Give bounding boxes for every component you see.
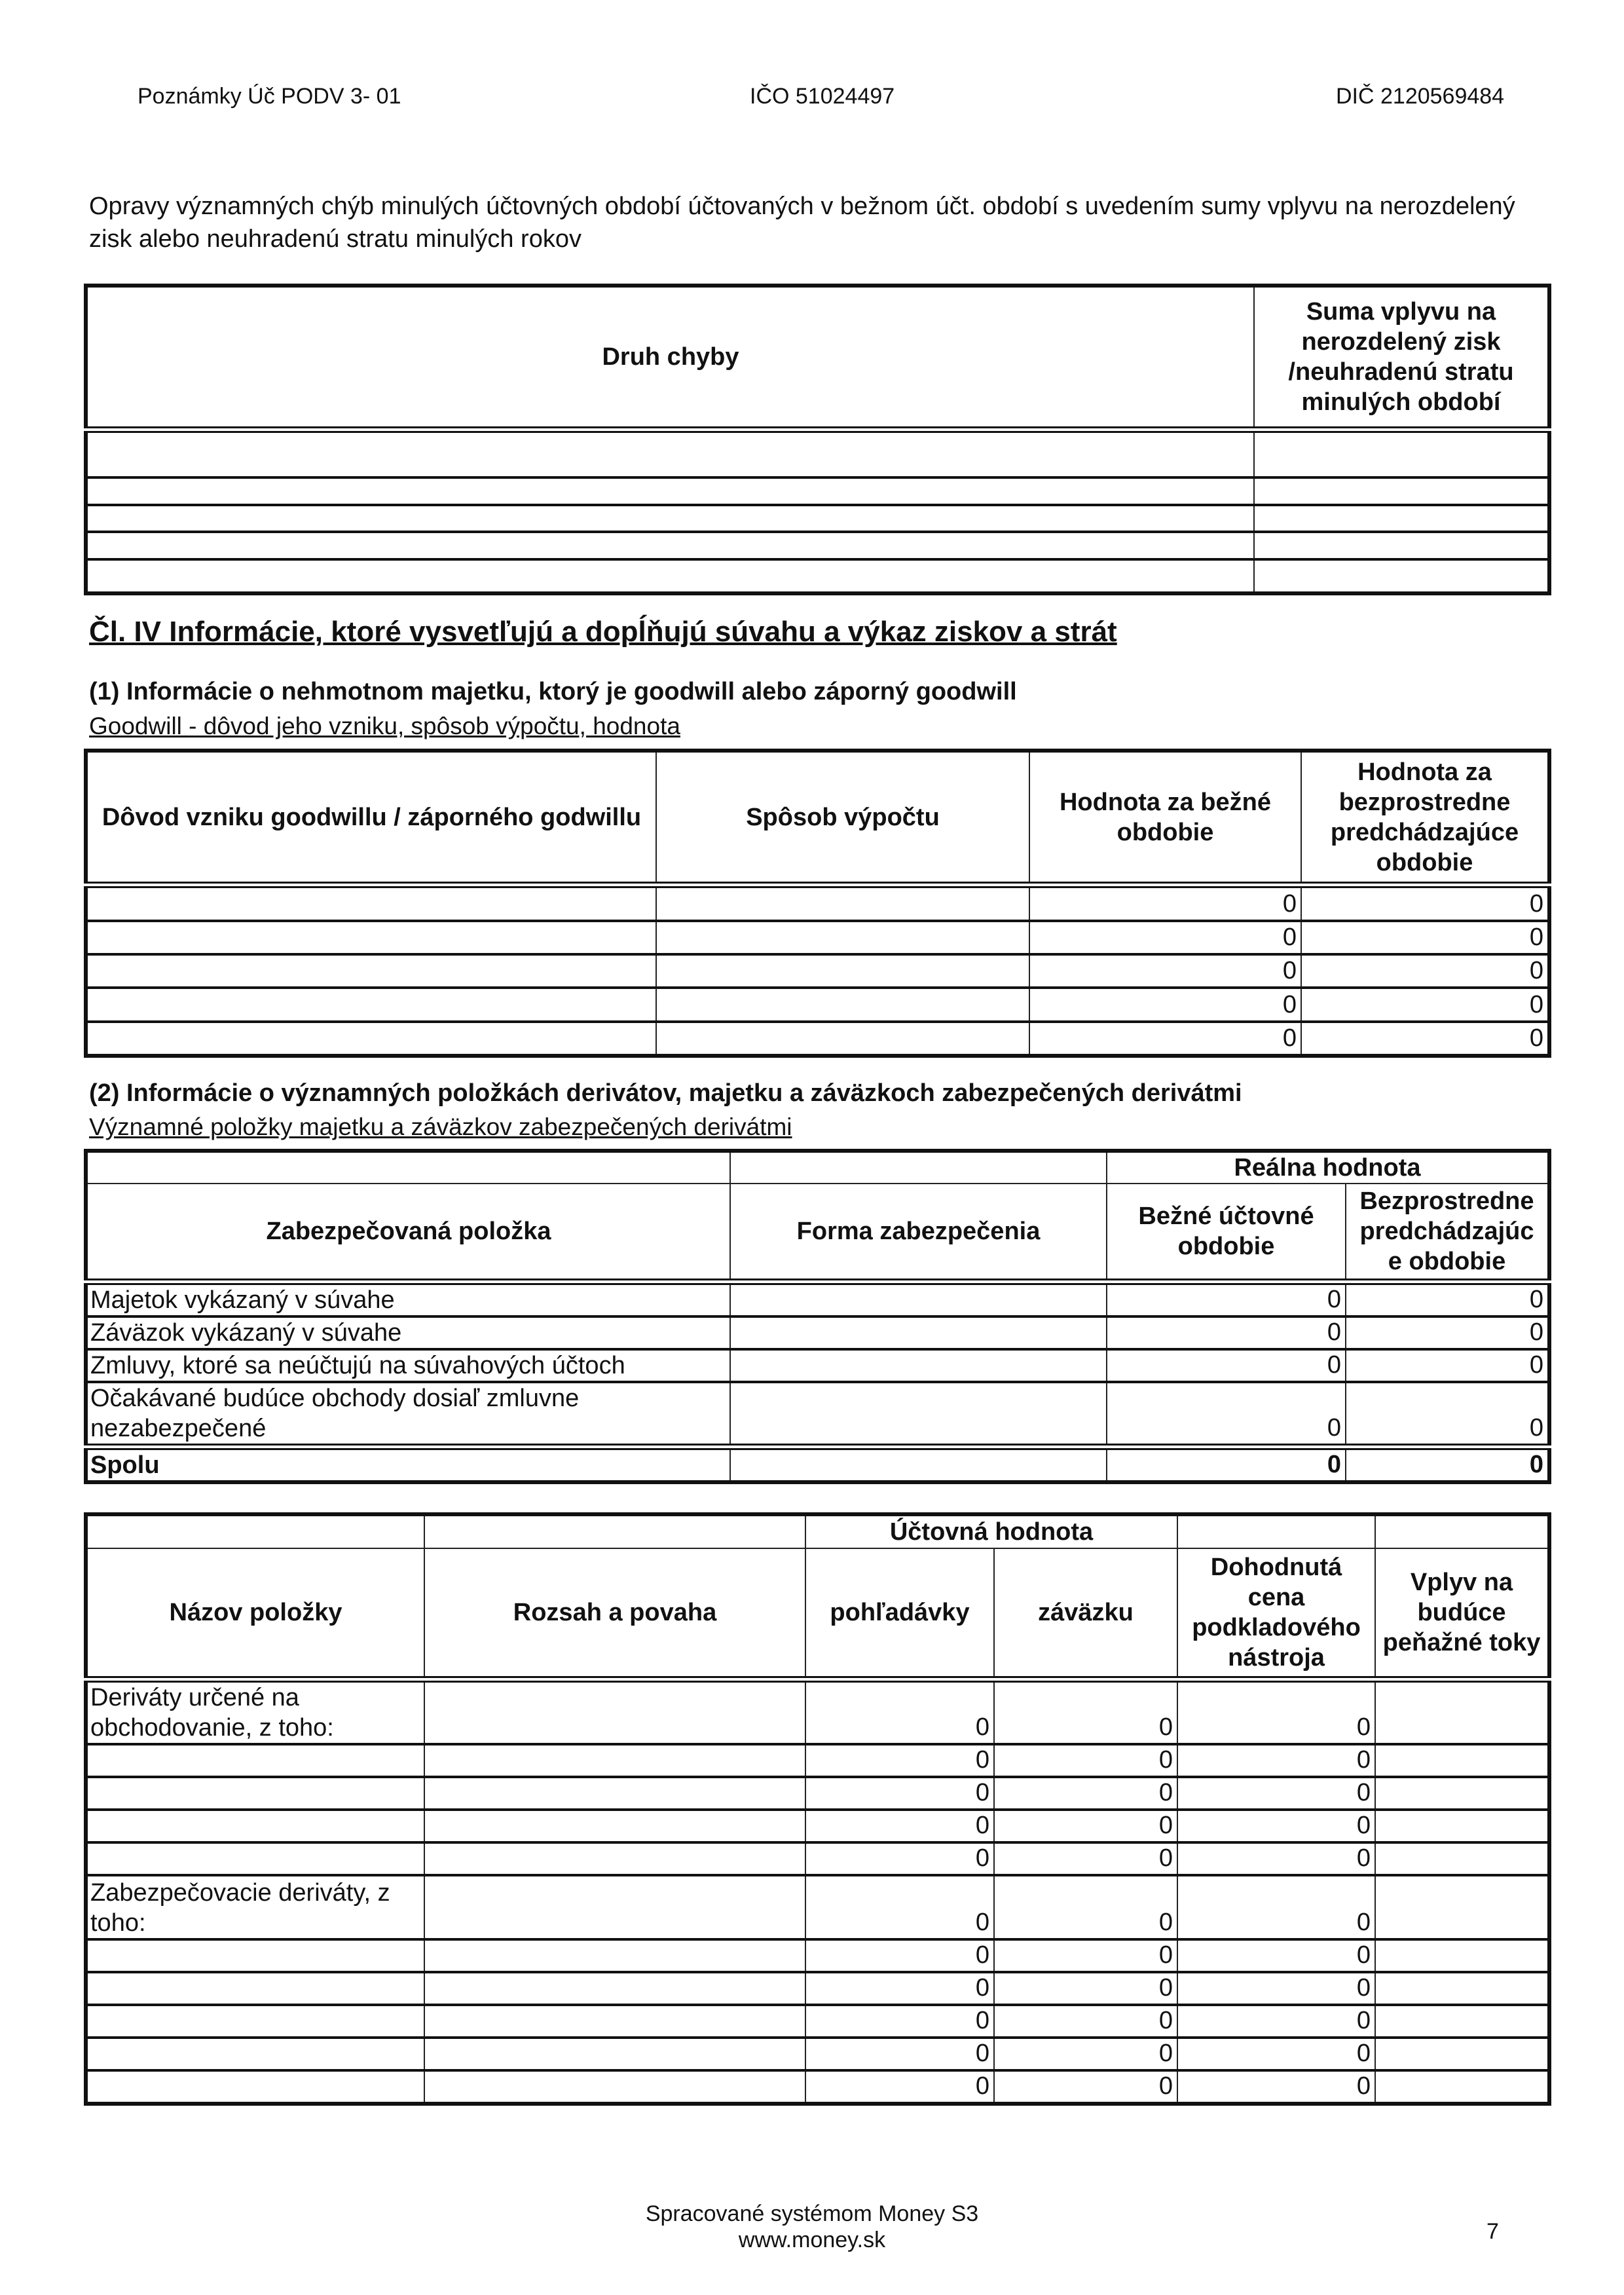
cell-liability: 0 xyxy=(994,1777,1177,1810)
col-header-current-period: Bežné účtovné obdobie xyxy=(1107,1184,1346,1282)
col-header-hedge-form: Forma zabezpečenia xyxy=(730,1184,1107,1282)
cell-cash-flow xyxy=(1375,2005,1549,2038)
header-spacer xyxy=(86,1514,424,1548)
table-row xyxy=(86,1777,1549,1810)
cell-cash-flow xyxy=(1375,1679,1549,1744)
cell-total-label: Spolu xyxy=(86,1447,730,1482)
cell-item-name xyxy=(86,1777,424,1810)
cell-agreed-price: 0 xyxy=(1177,1744,1375,1777)
cell-liability: 0 xyxy=(994,2038,1177,2070)
cell-previous: 0 xyxy=(1301,921,1549,954)
cell-previous: 0 xyxy=(1301,988,1549,1021)
cell-agreed-price: 0 xyxy=(1177,1939,1375,1972)
table-row xyxy=(86,921,1549,954)
cell-current: 0 xyxy=(1107,1382,1346,1447)
col-header-item-name: Názov položky xyxy=(86,1548,424,1679)
table-row xyxy=(86,1679,1549,1744)
cell-total-current: 0 xyxy=(1107,1447,1346,1482)
table-row xyxy=(86,2005,1549,2038)
cell-impact-sum xyxy=(1254,477,1549,505)
cell-agreed-price: 0 xyxy=(1177,2005,1375,2038)
cell-receivables: 0 xyxy=(805,1810,994,1842)
cell-cash-flow xyxy=(1375,1875,1549,1939)
cell-form xyxy=(730,1282,1107,1316)
cell-impact-sum xyxy=(1254,532,1549,559)
cell-item-name: Deriváty určené na obchodovanie, z toho: xyxy=(86,1679,424,1744)
group-header-book-value: Účtovná hodnota xyxy=(805,1514,1177,1548)
cell-receivables: 0 xyxy=(805,1679,994,1744)
cell-previous: 0 xyxy=(1346,1282,1549,1316)
table-row xyxy=(86,1842,1549,1875)
col-header-goodwill-reason: Dôvod vzniku goodwillu / záporného godwillu xyxy=(86,751,656,885)
cell-scope xyxy=(424,2005,805,2038)
cell-agreed-price: 0 xyxy=(1177,1875,1375,1939)
goodwill-subheading: Goodwill - dôvod jeho vzniku, spôsob výpočtu, hodnota xyxy=(89,713,680,739)
cell-reason xyxy=(86,954,656,988)
table-row xyxy=(86,1282,1549,1316)
col-header-liability: záväzku xyxy=(994,1548,1177,1679)
cell-agreed-price: 0 xyxy=(1177,1679,1375,1744)
table-row xyxy=(86,988,1549,1021)
cell-agreed-price: 0 xyxy=(1177,1972,1375,2005)
cell-agreed-price: 0 xyxy=(1177,1777,1375,1810)
cell-current: 0 xyxy=(1029,1022,1301,1056)
table-row xyxy=(86,885,1549,921)
cell-cash-flow xyxy=(1375,1972,1549,2005)
cell-item-name xyxy=(86,2005,424,2038)
table-row xyxy=(86,1022,1549,1056)
cell-scope xyxy=(424,1777,805,1810)
cell-agreed-price: 0 xyxy=(1177,1810,1375,1842)
cell-agreed-price: 0 xyxy=(1177,1842,1375,1875)
cell-item: Záväzok vykázaný v súvahe xyxy=(86,1316,730,1349)
cell-receivables: 0 xyxy=(805,1972,994,2005)
errors-table xyxy=(84,284,1551,595)
section-iv-title: Čl. IV Informácie, ktoré vysvetľujú a dopĺňujú súvahu a výkaz ziskov a strát xyxy=(89,616,1117,648)
cell-method xyxy=(656,988,1029,1021)
col-header-impact-sum: Suma vplyvu na nerozdelený zisk /neuhradenú stratu minulých období xyxy=(1254,286,1549,430)
header-spacer xyxy=(1177,1514,1375,1548)
cell-method xyxy=(656,921,1029,954)
corrections-intro-text: Opravy významných chýb minulých účtovných období účtovaných v bežnom účt. období s uvedením sumy vplyvu na nerozdelený zisk alebo neuhradenú stratu minulých rokov xyxy=(89,193,1515,253)
footer xyxy=(0,2201,1624,2253)
table-row xyxy=(86,1939,1549,1972)
cell-item-name xyxy=(86,2038,424,2070)
cell-scope xyxy=(424,1679,805,1744)
table-row xyxy=(86,1382,1549,1447)
cell-liability: 0 xyxy=(994,1744,1177,1777)
cell-scope xyxy=(424,2038,805,2070)
cell-cash-flow xyxy=(1375,1744,1549,1777)
cell-current: 0 xyxy=(1029,954,1301,988)
cell-agreed-price: 0 xyxy=(1177,2038,1375,2070)
table-row xyxy=(86,505,1549,532)
col-header-hedged-item: Zabezpečovaná položka xyxy=(86,1184,730,1282)
cell-previous: 0 xyxy=(1346,1349,1549,1382)
header-spacer xyxy=(86,1151,730,1184)
cell-current: 0 xyxy=(1107,1282,1346,1316)
cell-method xyxy=(656,1022,1029,1056)
cell-scope xyxy=(424,1972,805,2005)
col-header-calculation-method: Spôsob výpočtu xyxy=(656,751,1029,885)
cell-receivables: 0 xyxy=(805,1842,994,1875)
cell-current: 0 xyxy=(1107,1349,1346,1382)
cell-item-name xyxy=(86,1939,424,1972)
header-spacer xyxy=(730,1151,1107,1184)
cell-receivables: 0 xyxy=(805,1744,994,1777)
col-header-receivables: pohľadávky xyxy=(805,1548,994,1679)
page-number: 7 xyxy=(1486,2219,1499,2244)
cell-form xyxy=(730,1349,1107,1382)
cell-method xyxy=(656,885,1029,921)
col-header-previous-period: Hodnota za bezprostredne predchádzajúce obdobie xyxy=(1301,751,1549,885)
cell-cash-flow xyxy=(1375,1939,1549,1972)
cell-error-type xyxy=(86,532,1254,559)
cell-total-previous: 0 xyxy=(1346,1447,1549,1482)
table-row xyxy=(86,1810,1549,1842)
cell-form xyxy=(730,1447,1107,1482)
table-row xyxy=(86,2038,1549,2070)
cell-previous: 0 xyxy=(1346,1316,1549,1349)
cell-receivables: 0 xyxy=(805,2005,994,2038)
table-row xyxy=(86,1972,1549,2005)
cell-item: Zmluvy, ktoré sa neúčtujú na súvahových účtoch xyxy=(86,1349,730,1382)
cell-item-name xyxy=(86,1972,424,2005)
derivatives-subheading: Významné položky majetku a záväzkov zabezpečených derivátmi xyxy=(89,1113,792,1140)
cell-scope xyxy=(424,1875,805,1939)
cell-reason xyxy=(86,988,656,1021)
hedged-items-table xyxy=(84,1149,1551,1484)
cell-error-type xyxy=(86,505,1254,532)
cell-form xyxy=(730,1316,1107,1349)
cell-cash-flow xyxy=(1375,2070,1549,2104)
header-form-code: Poznámky Úč PODV 3- 01 xyxy=(138,84,401,109)
cell-scope xyxy=(424,1810,805,1842)
cell-scope xyxy=(424,1744,805,1777)
group-header-fair-value: Reálna hodnota xyxy=(1107,1151,1549,1184)
cell-item-name xyxy=(86,1744,424,1777)
table-row xyxy=(86,1349,1549,1382)
cell-item-name xyxy=(86,2070,424,2104)
col-header-scope-nature: Rozsah a povaha xyxy=(424,1548,805,1679)
cell-item: Očakávané budúce obchody dosiaľ zmluvne nezabezpečené xyxy=(86,1382,730,1447)
table-row xyxy=(86,1875,1549,1939)
cell-form xyxy=(730,1382,1107,1447)
table-row xyxy=(86,559,1549,593)
table-row xyxy=(86,532,1549,559)
cell-cash-flow xyxy=(1375,1842,1549,1875)
cell-item: Majetok vykázaný v súvahe xyxy=(86,1282,730,1316)
cell-error-type xyxy=(86,430,1254,477)
cell-reason xyxy=(86,1022,656,1056)
cell-agreed-price: 0 xyxy=(1177,2070,1375,2104)
footer-website-link[interactable]: www.money.sk xyxy=(738,2228,886,2252)
cell-item-name: Zabezpečovacie deriváty, z toho: xyxy=(86,1875,424,1939)
cell-item-name xyxy=(86,1810,424,1842)
cell-impact-sum xyxy=(1254,430,1549,477)
cell-scope xyxy=(424,1939,805,1972)
table-row xyxy=(86,954,1549,988)
col-header-cash-flow-impact: Vplyv na budúce peňažné toky xyxy=(1375,1548,1549,1679)
cell-liability: 0 xyxy=(994,2070,1177,2104)
cell-current: 0 xyxy=(1107,1316,1346,1349)
table-row xyxy=(86,430,1549,477)
cell-reason xyxy=(86,885,656,921)
cell-receivables: 0 xyxy=(805,1777,994,1810)
cell-previous: 0 xyxy=(1301,954,1549,988)
table-row-total xyxy=(86,1447,1549,1482)
derivatives-heading: (2) Informácie o významných položkách derivátov, majetku a záväzkoch zabezpečených derivátmi xyxy=(89,1079,1242,1107)
cell-liability: 0 xyxy=(994,1875,1177,1939)
header-spacer xyxy=(1375,1514,1549,1548)
cell-liability: 0 xyxy=(994,2005,1177,2038)
cell-impact-sum xyxy=(1254,505,1549,532)
cell-liability: 0 xyxy=(994,1939,1177,1972)
cell-previous: 0 xyxy=(1301,1022,1549,1056)
cell-receivables: 0 xyxy=(805,1875,994,1939)
table-row xyxy=(86,1744,1549,1777)
col-header-current-period: Hodnota za bežné obdobie xyxy=(1029,751,1301,885)
cell-previous: 0 xyxy=(1301,885,1549,921)
cell-error-type xyxy=(86,477,1254,505)
col-header-error-type: Druh chyby xyxy=(86,286,1254,430)
cell-method xyxy=(656,954,1029,988)
cell-liability: 0 xyxy=(994,1972,1177,2005)
cell-scope xyxy=(424,2070,805,2104)
col-header-previous-period: Bezprostredne predchádzajúc e obdobie xyxy=(1346,1184,1549,1282)
cell-receivables: 0 xyxy=(805,2038,994,2070)
cell-liability: 0 xyxy=(994,1679,1177,1744)
cell-previous: 0 xyxy=(1346,1382,1549,1447)
cell-current: 0 xyxy=(1029,921,1301,954)
table-row xyxy=(86,477,1549,505)
cell-scope xyxy=(424,1842,805,1875)
derivatives-table xyxy=(84,1512,1551,2106)
cell-item-name xyxy=(86,1842,424,1875)
cell-cash-flow xyxy=(1375,2038,1549,2070)
col-header-agreed-price: Dohodnutá cena podkladového nástroja xyxy=(1177,1548,1375,1679)
cell-liability: 0 xyxy=(994,1810,1177,1842)
cell-liability: 0 xyxy=(994,1842,1177,1875)
cell-current: 0 xyxy=(1029,988,1301,1021)
header-dic: DIČ 2120569484 xyxy=(1336,84,1505,109)
cell-current: 0 xyxy=(1029,885,1301,921)
cell-error-type xyxy=(86,559,1254,593)
cell-cash-flow xyxy=(1375,1777,1549,1810)
header-ico: IČO 51024497 xyxy=(750,84,895,109)
table-row xyxy=(86,2070,1549,2104)
cell-receivables: 0 xyxy=(805,2070,994,2104)
goodwill-table xyxy=(84,749,1551,1058)
header-spacer xyxy=(424,1514,805,1548)
cell-reason xyxy=(86,921,656,954)
table-row xyxy=(86,1316,1549,1349)
cell-cash-flow xyxy=(1375,1810,1549,1842)
footer-software-note: Spracované systémom Money S3 xyxy=(645,2201,979,2226)
goodwill-heading: (1) Informácie o nehmotnom majetku, ktorý je goodwill alebo záporný goodwill xyxy=(89,678,1017,705)
cell-impact-sum xyxy=(1254,559,1549,593)
cell-receivables: 0 xyxy=(805,1939,994,1972)
